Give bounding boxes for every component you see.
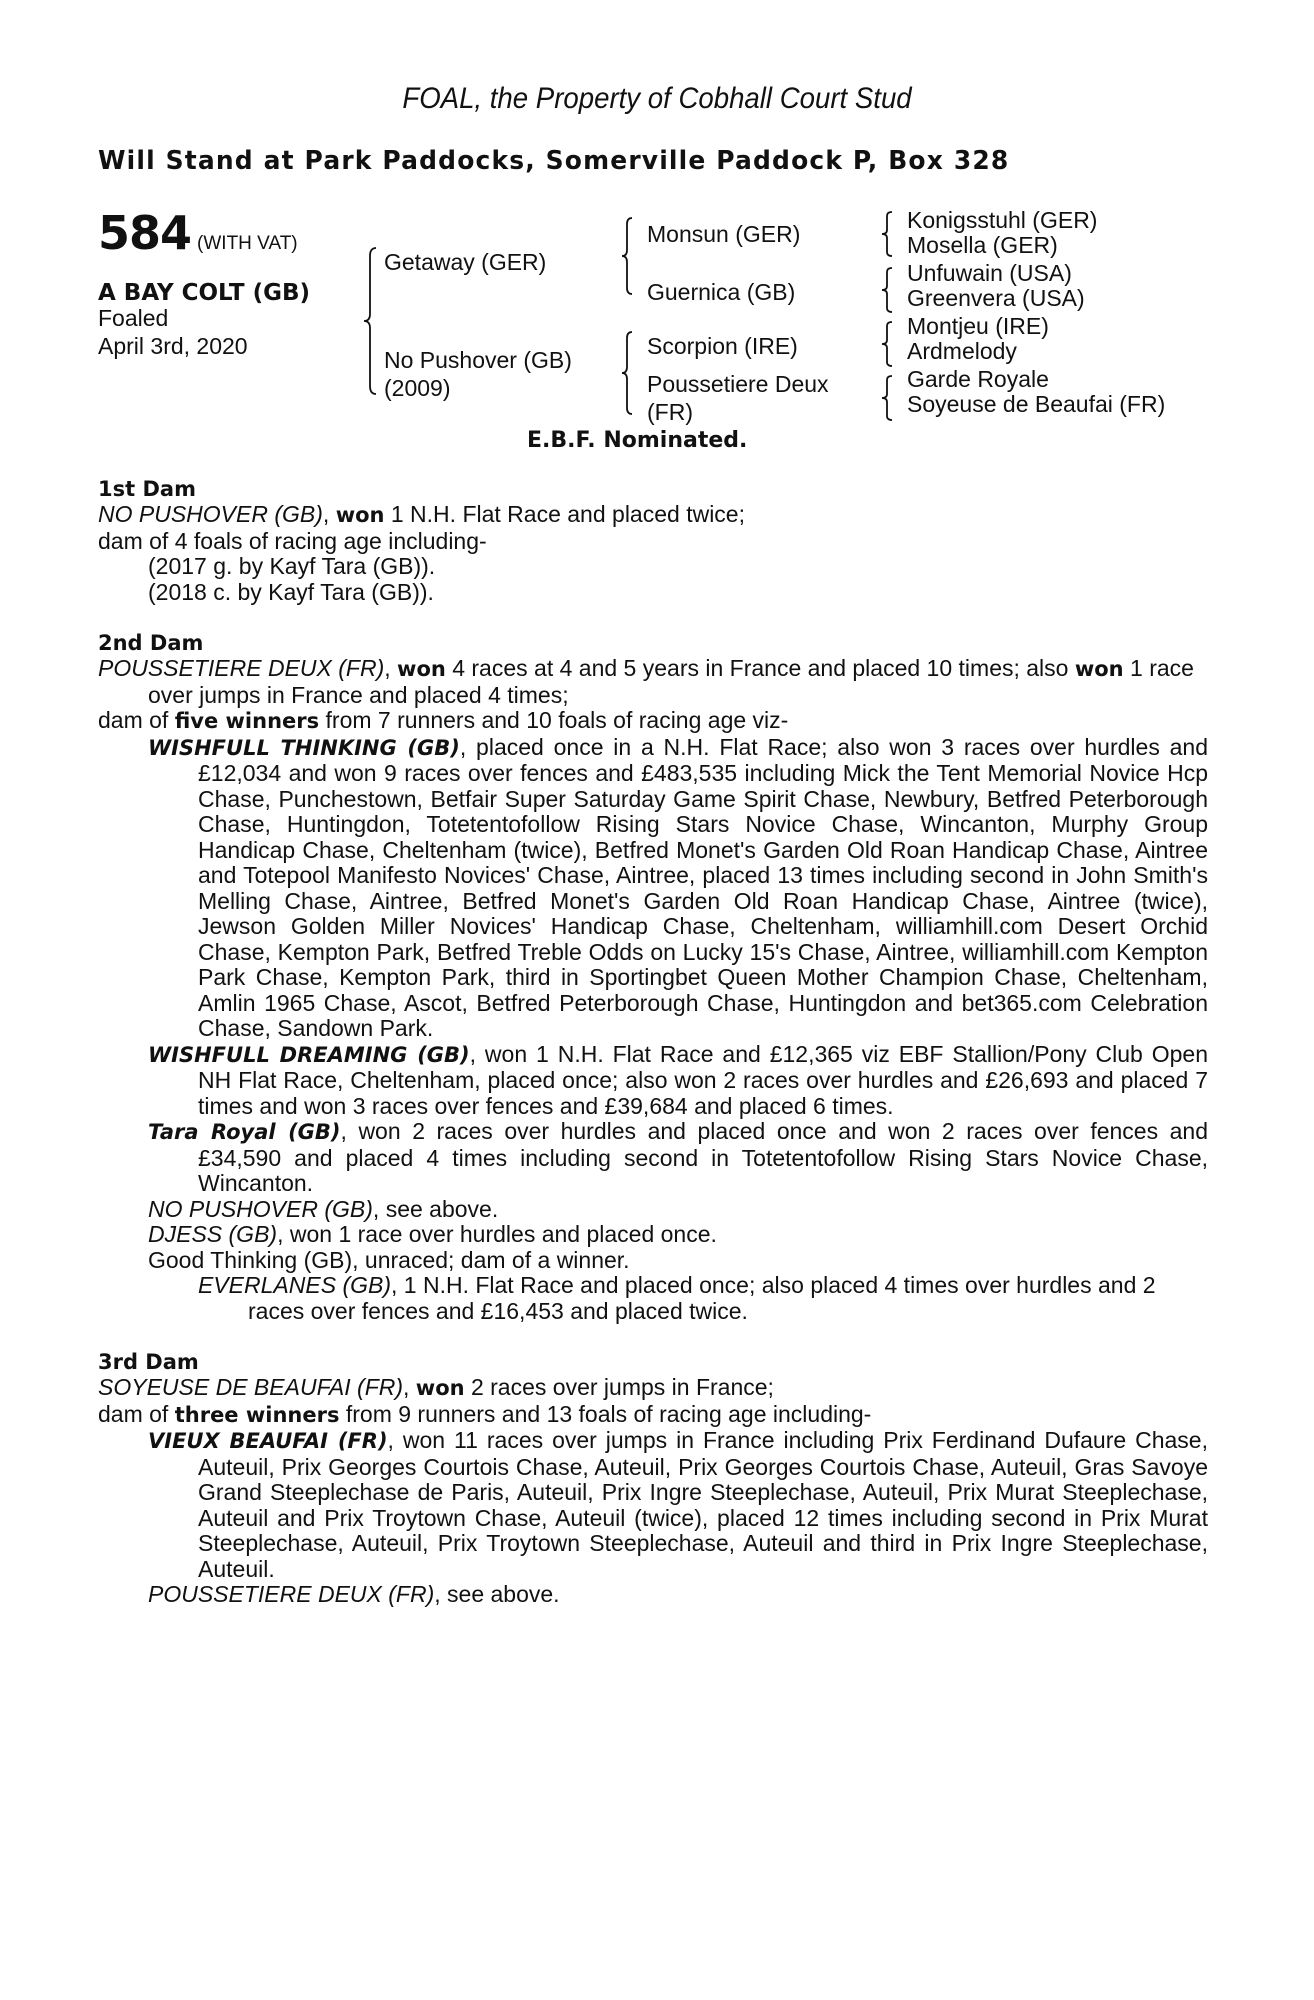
won-label: won: [415, 1376, 465, 1400]
pedigree-brace-g3-2: [880, 266, 894, 314]
pedigree-g3-item: Mosella (GER): [907, 232, 1058, 258]
pedigree-sire: Getaway (GER): [384, 249, 547, 275]
pedigree-g3-item: Ardmelody: [907, 338, 1017, 364]
produce-name: VIEUX BEAUFAI (FR): [148, 1429, 388, 1453]
first-dam-record: NO PUSHOVER (GB), won 1 N.H. Flat Race and placed twice;: [98, 501, 745, 527]
pedigree-dam: [384, 346, 572, 402]
third-dam-record: SOYEUSE DE BEAUFAI (FR), won 2 races over jumps in France;: [98, 1374, 774, 1400]
pedigree-g3-item: Greenvera (USA): [907, 285, 1085, 311]
ebf-nomination: E.B.F. Nominated.: [527, 428, 748, 453]
second-dam-name: POUSSETIERE DEUX (FR): [98, 655, 385, 681]
produce-item: [98, 735, 1208, 1042]
grand-produce-name: EVERLANES (GB): [198, 1272, 391, 1298]
third-dam-record-text: 2 races over jumps in France;: [464, 1374, 774, 1400]
produce-text: , see above.: [372, 1195, 499, 1222]
first-dam-heading: 1st Dam: [98, 477, 196, 501]
produce-item: (2018 c. by Kayf Tara (GB)).: [148, 578, 434, 605]
winners-count: five winners: [174, 709, 320, 733]
pedigree-dam-sire: Scorpion (IRE): [647, 333, 798, 359]
produce-item: (2017 g. by Kayf Tara (GB)).: [148, 553, 436, 579]
foaled-date: April 3rd, 2020: [98, 333, 248, 359]
won-label: won: [1074, 657, 1124, 681]
pedigree-sire-dam: Guernica (GB): [647, 279, 796, 305]
dam-of-prefix: dam of: [98, 707, 175, 733]
winners-count: three winners: [174, 1402, 340, 1427]
foaled-info: [98, 304, 248, 360]
produce-item: [98, 1428, 1208, 1582]
produce-name: DJESS (GB): [148, 1221, 278, 1247]
pedigree-dam-year: (2009): [384, 375, 451, 401]
second-dam-record: POUSSETIERE DEUX (FR), won 4 races at 4 and 5 years in France and placed 10 times; also won 1 race over jumps in France and placed 4 times;: [98, 655, 1194, 708]
second-dam-record-text2: 1 race over jumps in France and placed 4 times;: [148, 655, 1194, 708]
produce-item: [98, 1582, 1208, 1608]
third-dam-summary: [98, 1402, 1208, 1429]
produce-text: , won 1 N.H. Flat Race and £12,365 viz EBF Stallion/Pony Club Open NH Flat Race, Cheltenham, placed once; also won 2 races over hurdles and £26,693 and placed 7 times and won 3 races over fences and £39,684 and placed 6 times.: [198, 1040, 1208, 1119]
produce-name: WISHFULL THINKING (GB): [148, 735, 460, 760]
second-dam-record-text1: 4 races at 4 and 5 years in France and placed 10 times; also: [445, 655, 1069, 681]
produce-text: , won 1 race over hurdles and placed once.: [277, 1221, 717, 1247]
produce-item: [98, 1222, 1208, 1248]
pedigree-brace-g3-3: [880, 320, 894, 368]
dam-of-prefix: dam of: [98, 1400, 175, 1427]
pedigree-g3-item: Garde Royale: [907, 366, 1049, 392]
produce-name: POUSSETIERE DEUX (FR): [148, 1581, 435, 1607]
first-dam-produce-intro: dam of 4 foals of racing age including-: [98, 527, 487, 554]
pedigree-g3-item: Unfuwain (USA): [907, 260, 1072, 286]
pedigree-brace-g3-4: [880, 374, 894, 422]
pedigree-brace-g3-1: [880, 210, 894, 258]
produce-item: [98, 1119, 1208, 1197]
produce-text: , placed once in a N.H. Flat Race; also won 3 races over hurdles and £12,034 and won 9 races over fences and £483,535 including Mick the Tent Memorial Novice Hcp Chase, Punchestown, Betfair Super Saturday Game Spirit Chase, Newbury, Betfred Peterborough Chase, Huntingdon, Totetentofollow Rising Stars Novice Chase, Wincanton, Murphy Group Handicap Chase, Cheltenham (twice), Betfred Monet's Garden Old Roan Handicap Chase, Aintree and Totepool Manifesto Novices' Chase, Aintree, placed 13 times including second in John Smith's Melling Chase, Aintree, Betfred Monet's Garden Old Roan Handicap Chase, Aintree (twice), Jewson Golden Miller Novices' Handicap Chase, Cheltenham, williamhill.com Desert Orchid Chase, Kempton Park, Betfred Treble Odds on Lucky 15's Chase, Aintree, williamhill.com Kempton Park Chase, Kempton Park, third in Sportingbet Queen Mother Champion Chase, Cheltenham, Amlin 1965 Chase, Ascot, Betfred Peterborough Chase, Huntingdon and bet365.com Celebration Chase, Sandown Park.: [198, 733, 1208, 1041]
pedigree-g3-column: [907, 206, 1165, 418]
stand-location: Will Stand at Park Paddocks, Somerville Paddock P, Box 328: [98, 146, 1010, 176]
lot-number: 584: [98, 206, 192, 260]
produce-name: Good Thinking (GB): [148, 1246, 353, 1273]
foaled-label: Foaled: [98, 305, 169, 331]
pedigree-g3-item: Soyeuse de Beaufai (FR): [907, 391, 1166, 417]
produce-text: , see above.: [434, 1581, 560, 1607]
second-dam-summary: [98, 708, 1208, 735]
produce-name: NO PUSHOVER (GB): [148, 1195, 373, 1222]
pedigree-brace-gen1: [362, 246, 378, 396]
pedigree-dam-dam-line2: (FR): [647, 399, 693, 425]
dam-of-suffix: from 9 runners and 13 foals of racing age including-: [339, 1400, 872, 1427]
lot-description: A BAY COLT (GB): [98, 280, 311, 306]
produce-item: [98, 1248, 1208, 1274]
third-dam-name: SOYEUSE DE BEAUFAI (FR): [98, 1374, 404, 1400]
produce-text: , unraced; dam of a winner.: [352, 1246, 630, 1273]
produce-text: , won 11 races over jumps in France including Prix Ferdinand Dufaure Chase, Auteuil, Prix Georges Courtois Chase, Auteuil, Prix Georges Courtois Chase, Auteuil, Gras Savoye Grand Steeplechase de Paris, Auteuil, Prix Ingre Steeplechase, Auteuil, Prix Murat Steeplechase, Auteuil and Prix Troytown Chase, Auteuil (twice), placed 12 times including second in Prix Murat Steeplechase, Auteuil, Prix Troytown Steeplechase, Auteuil and third in Prix Ingre Steeplechase, Auteuil.: [198, 1427, 1208, 1582]
lot-block: [98, 206, 298, 260]
won-label: won: [397, 657, 446, 681]
catalogue-body: [98, 476, 1208, 1608]
second-dam-heading: 2nd Dam: [98, 631, 204, 655]
pedigree-dam-name: No Pushover (GB): [384, 347, 572, 373]
produce-item: [98, 1197, 1208, 1223]
first-dam-name: NO PUSHOVER (GB): [98, 501, 323, 527]
won-label: won: [335, 503, 385, 527]
pedigree-g3-item: Montjeu (IRE): [907, 313, 1049, 339]
grand-produce-text: , 1 N.H. Flat Race and placed once; also placed 4 times over hurdles and 2 races over fences and £16,453 and placed twice.: [248, 1272, 1156, 1324]
third-dam-heading: 3rd Dam: [98, 1350, 199, 1374]
pedigree-brace-dam: [620, 330, 634, 416]
produce-item: [98, 1042, 1208, 1120]
vat-label: (WITH VAT): [197, 233, 298, 254]
first-dam-record-text: 1 N.H. Flat Race and placed twice;: [384, 501, 745, 527]
pedigree-g3-item: Konigsstuhl (GER): [907, 207, 1098, 233]
pedigree-sire-sire: Monsun (GER): [647, 221, 801, 247]
grand-produce-item: [98, 1273, 1208, 1324]
pedigree-brace-sire: [620, 216, 634, 296]
pedigree-dam-dam: [647, 370, 829, 426]
produce-name: WISHFULL DREAMING (GB): [148, 1042, 470, 1067]
produce-text: , won 2 races over hurdles and placed once and won 2 races over fences and £34,590 and placed 4 times including second in Totetentofollow Rising Stars Novice Chase, Wincanton.: [198, 1118, 1208, 1196]
pedigree-dam-dam-line1: Poussetiere Deux: [647, 371, 829, 397]
dam-of-suffix: from 7 runners and 10 foals of racing age viz-: [319, 707, 789, 733]
page-title: FOAL, the Property of Cobhall Court Stud: [402, 82, 912, 115]
produce-name: Tara Royal (GB): [148, 1120, 341, 1144]
